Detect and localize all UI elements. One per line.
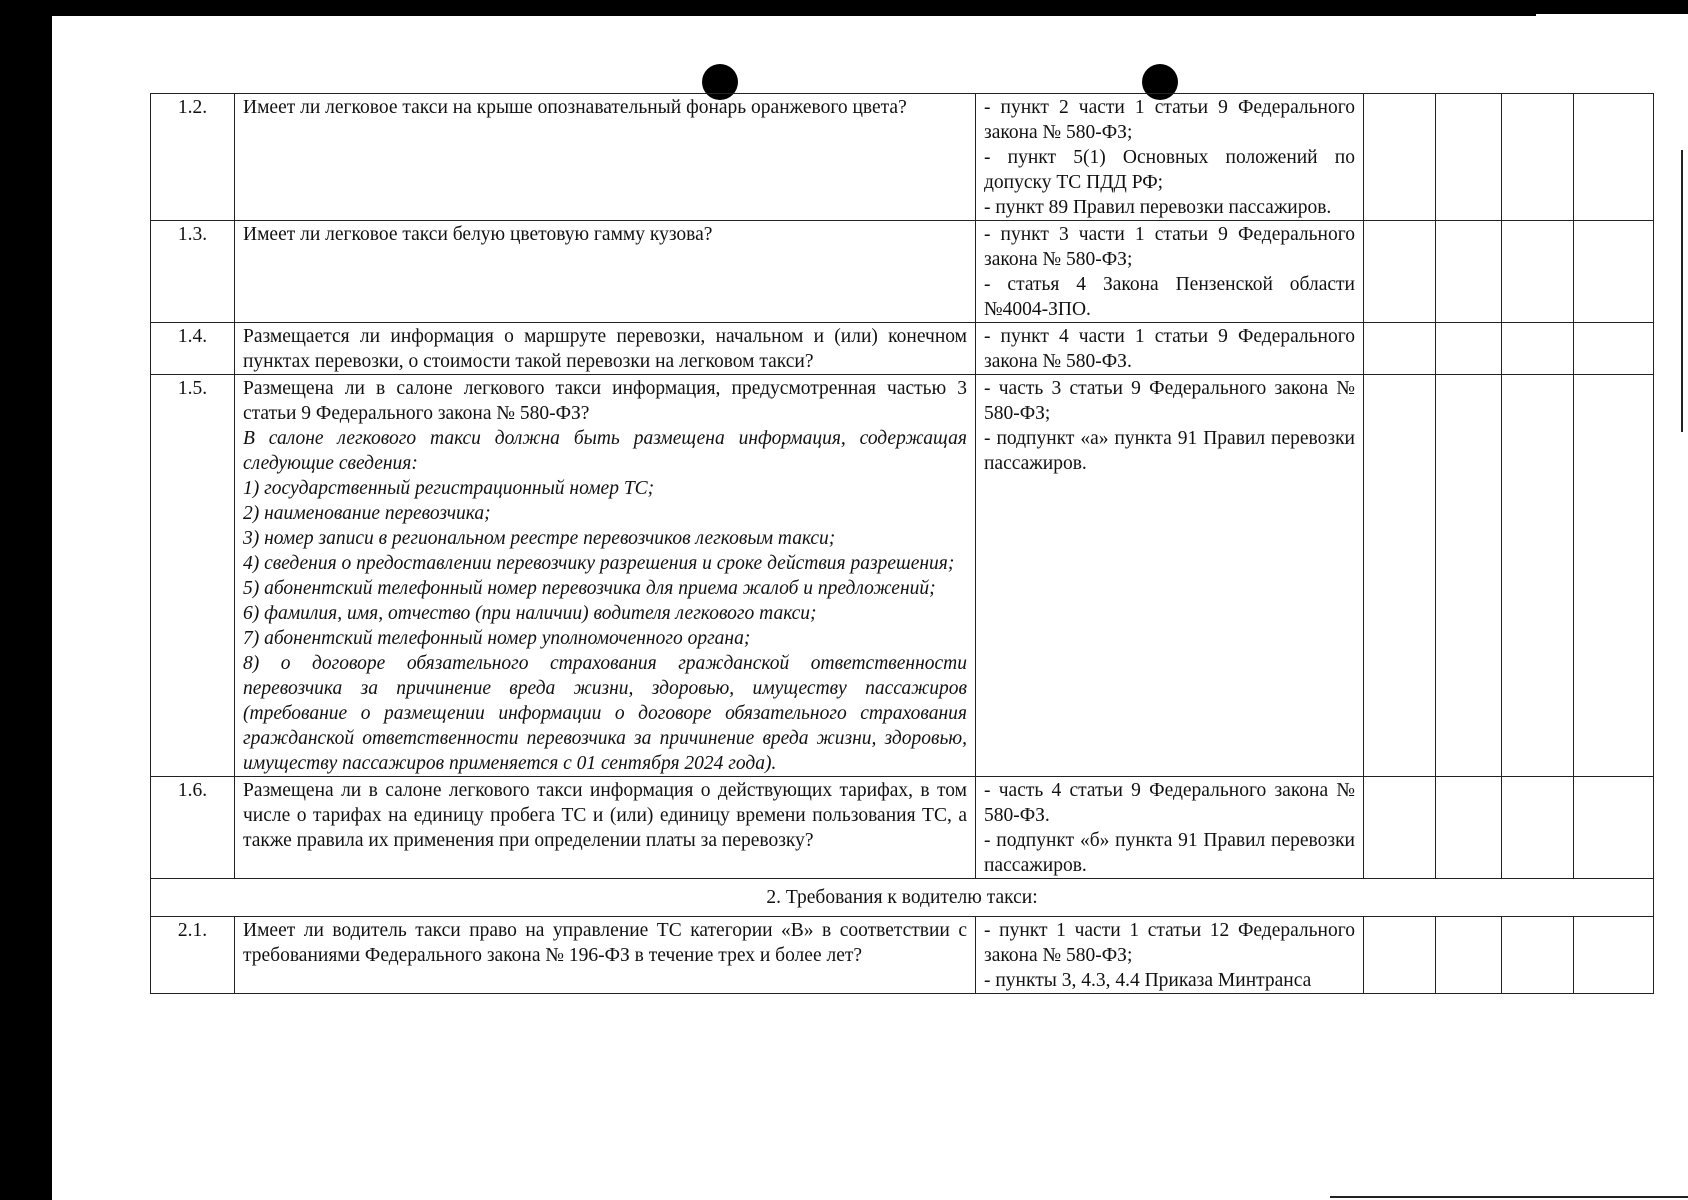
answer-cell bbox=[1436, 917, 1502, 994]
question-text: Размещена ли в салоне легкового такси информация о действующих тарифах, в том числе о тарифах на единицу пробега ТС и (или) единицу времени пользования ТС, а также правила их применения при определении платы за перевозку? bbox=[243, 780, 967, 851]
question-detail: 6) фамилия, имя, отчество (при наличии) водителя легкового такси; bbox=[243, 603, 817, 624]
answer-cell bbox=[1574, 221, 1654, 323]
item-number: 1.3. bbox=[151, 221, 235, 323]
item-question bbox=[235, 323, 976, 375]
answer-cell bbox=[1436, 375, 1502, 777]
answer-cell bbox=[1574, 94, 1654, 221]
item-question bbox=[235, 221, 976, 323]
answer-cell bbox=[1364, 917, 1436, 994]
question-detail: 4) сведения о предоставлении перевозчику разрешения и сроке действия разрешения; bbox=[243, 553, 955, 574]
answer-cell bbox=[1436, 323, 1502, 375]
answer-cell bbox=[1436, 94, 1502, 221]
item-number: 1.5. bbox=[151, 375, 235, 777]
item-number: 1.2. bbox=[151, 94, 235, 221]
answer-cell bbox=[1364, 221, 1436, 323]
answer-cell bbox=[1502, 94, 1574, 221]
answer-cell bbox=[1574, 375, 1654, 777]
question-detail: 3) номер записи в региональном реестре перевозчиков легковым такси; bbox=[243, 528, 836, 549]
answer-cell bbox=[1364, 777, 1436, 879]
table-row bbox=[151, 221, 1654, 323]
question-detail: 8) о договоре обязательного страхования гражданской ответственности перевозчика за причинение вреда жизни, здоровью, имуществу пассажиров (требование о размещении информации о договоре обязательного страхования гражданской ответственности перевозчика за причинение вреда жизни, здоровью, имуществу пассажиров применяется с 01 сентября 2024 года). bbox=[243, 653, 967, 774]
question-text: Имеет ли легковое такси на крыше опознавательный фонарь оранжевого цвета? bbox=[243, 97, 907, 118]
question-detail: 7) абонентский телефонный номер уполномоченного органа; bbox=[243, 628, 751, 649]
answer-cell bbox=[1574, 917, 1654, 994]
item-legal-refs bbox=[976, 323, 1364, 375]
legal-ref: - пункт 4 части 1 статьи 9 Федерального закона № 580-ФЗ. bbox=[984, 326, 1355, 372]
item-number: 1.4. bbox=[151, 323, 235, 375]
answer-cell bbox=[1436, 221, 1502, 323]
legal-ref: - пункт 1 части 1 статьи 12 Федерального закона № 580-ФЗ; bbox=[984, 920, 1355, 966]
question-detail: 5) абонентский телефонный номер перевозчика для приема жалоб и предложений; bbox=[243, 578, 936, 599]
legal-ref: - пункты 3, 4.3, 4.4 Приказа Минтранса bbox=[984, 970, 1312, 991]
item-question: Имеет ли водитель такси право на управление ТС категории «В» в соответствии с требованиями Федерального закона № 196-ФЗ в течение трех и более лет? bbox=[235, 917, 976, 994]
item-legal-refs bbox=[976, 777, 1364, 879]
scan-edge-top bbox=[0, 0, 1688, 14]
question-detail: В салоне легкового такси должна быть размещена информация, содержащая следующие сведения: bbox=[243, 428, 967, 474]
scan-artifact-line bbox=[1330, 1196, 1688, 1198]
answer-cell bbox=[1502, 323, 1574, 375]
answer-cell bbox=[1574, 323, 1654, 375]
legal-ref: - подпункт «б» пункта 91 Правил перевозки пассажиров. bbox=[984, 830, 1355, 876]
table-row bbox=[151, 323, 1654, 375]
question-detail: 2) наименование перевозчика; bbox=[243, 503, 491, 524]
answer-cell bbox=[1364, 323, 1436, 375]
legal-ref: - часть 4 статьи 9 Федерального закона № 580-ФЗ. bbox=[984, 780, 1355, 826]
answer-cell bbox=[1364, 94, 1436, 221]
item-number: 2.1. bbox=[151, 917, 235, 994]
checklist-table bbox=[150, 93, 1654, 994]
section-title: 2. Требования к водителю такси: bbox=[151, 879, 1654, 917]
item-legal-refs bbox=[976, 375, 1364, 777]
item-number: 1.6. bbox=[151, 777, 235, 879]
table-row bbox=[151, 917, 1654, 994]
item-legal-refs bbox=[976, 221, 1364, 323]
table-row bbox=[151, 777, 1654, 879]
scan-artifact-line bbox=[1681, 150, 1683, 432]
legal-ref: - часть 3 статьи 9 Федерального закона № 580-ФЗ; bbox=[984, 378, 1355, 424]
legal-ref: - пункт 2 части 1 статьи 9 Федерального закона № 580-ФЗ; bbox=[984, 97, 1355, 143]
answer-cell bbox=[1502, 221, 1574, 323]
answer-cell bbox=[1574, 777, 1654, 879]
scan-edge-top-line bbox=[0, 14, 1536, 16]
table-row bbox=[151, 94, 1654, 221]
legal-ref: - пункт 3 части 1 статьи 9 Федерального закона № 580-ФЗ; bbox=[984, 224, 1355, 270]
item-legal-refs bbox=[976, 94, 1364, 221]
answer-cell bbox=[1502, 777, 1574, 879]
question-text: Размещается ли информация о маршруте перевозки, начальном и (или) конечном пунктах перевозки, о стоимости такой перевозки на легковом такси? bbox=[243, 326, 967, 372]
legal-ref: - пункт 5(1) Основных положений по допуску ТС ПДД РФ; bbox=[984, 147, 1355, 193]
legal-ref: - подпункт «а» пункта 91 Правил перевозки пассажиров. bbox=[984, 428, 1355, 474]
answer-cell bbox=[1436, 777, 1502, 879]
answer-cell bbox=[1502, 375, 1574, 777]
question-text: Размещена ли в салоне легкового такси информация, предусмотренная частью 3 статьи 9 Федерального закона № 580-ФЗ? bbox=[243, 378, 967, 424]
section-header-row bbox=[151, 879, 1654, 917]
item-question bbox=[235, 94, 976, 221]
question-detail: 1) государственный регистрационный номер ТС; bbox=[243, 478, 655, 499]
item-question bbox=[235, 375, 976, 777]
checklist-rows bbox=[151, 94, 1654, 879]
table-row bbox=[151, 375, 1654, 777]
legal-ref: - статья 4 Закона Пензенской области №4004-ЗПО. bbox=[984, 274, 1355, 320]
answer-cell bbox=[1502, 917, 1574, 994]
question-text: Имеет ли легковое такси белую цветовую гамму кузова? bbox=[243, 224, 713, 245]
legal-ref: - пункт 89 Правил перевозки пассажиров. bbox=[984, 197, 1332, 218]
item-legal-refs bbox=[976, 917, 1364, 994]
item-question bbox=[235, 777, 976, 879]
answer-cell bbox=[1364, 375, 1436, 777]
scan-edge-left bbox=[0, 0, 52, 1200]
